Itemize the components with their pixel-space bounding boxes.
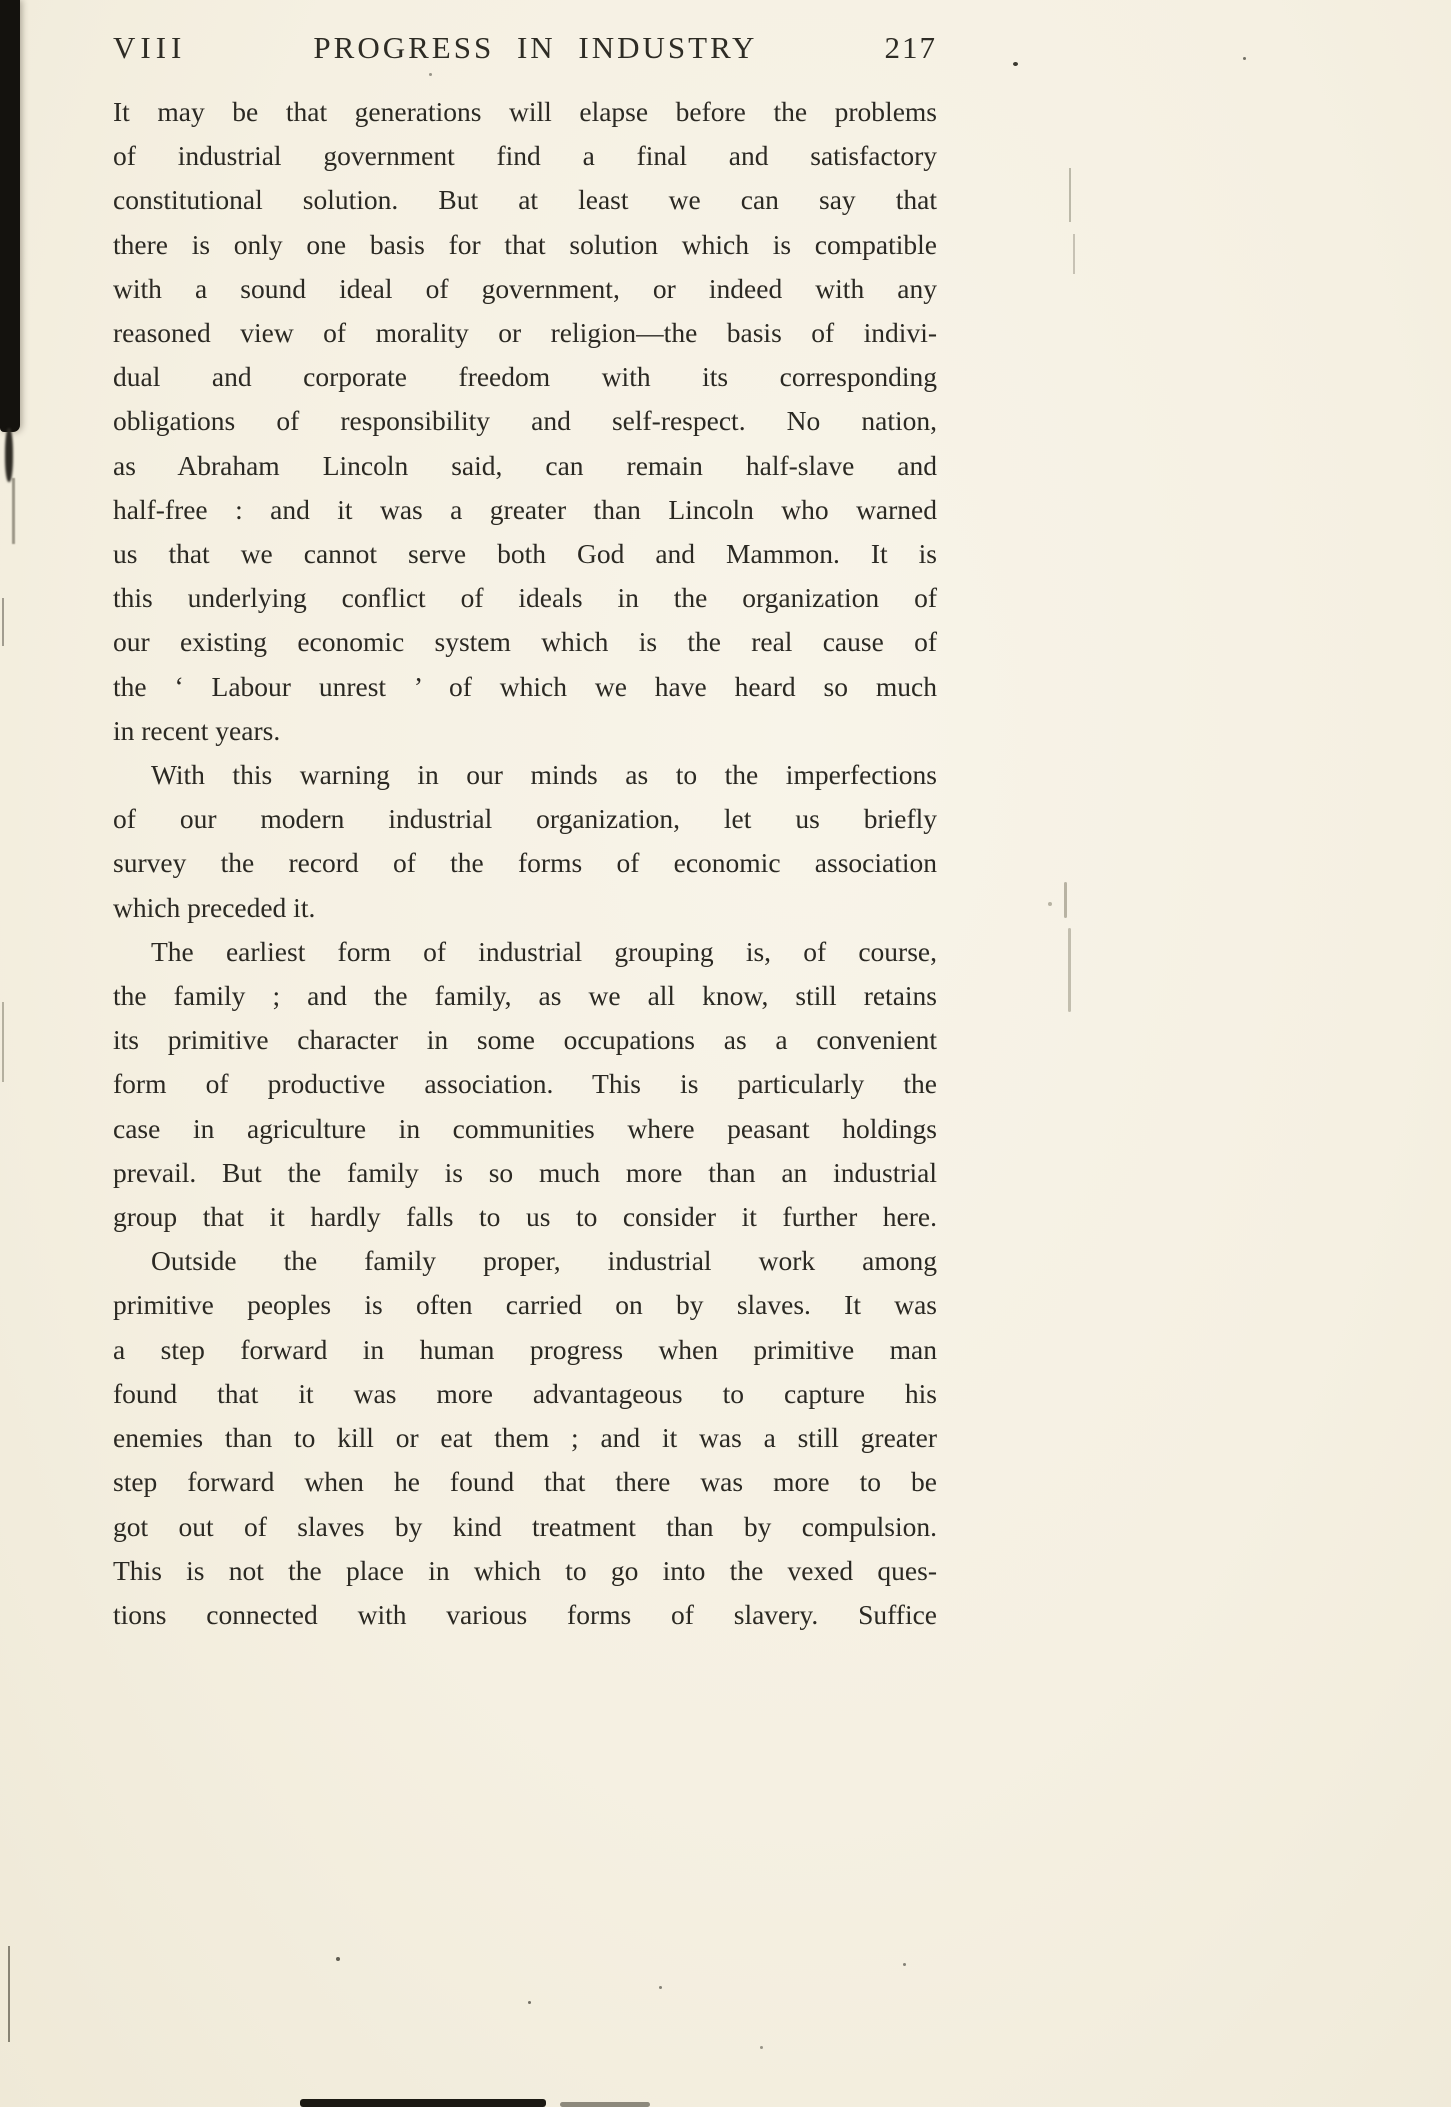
scan-speck: [528, 2001, 531, 2004]
binding-shadow-tail: [5, 428, 13, 482]
text-line: obligations of responsibility and self-respect. No nation,: [113, 405, 937, 437]
text-line: as Abraham Lincoln said, can remain half-slave and: [113, 449, 937, 481]
scan-mark: [560, 2102, 650, 2107]
binding-shadow: [0, 0, 20, 432]
scan-mark: [1068, 928, 1071, 1012]
text-line: of industrial government find a final and satisfactory: [113, 140, 937, 172]
text-line: enemies than to kill or eat them ; and it was a still greater: [113, 1422, 937, 1454]
page-number: 217: [884, 30, 937, 65]
scan-speck: [336, 1957, 340, 1961]
text-line: step forward when he found that there was more to be: [113, 1466, 937, 1498]
text-line: us that we cannot serve both God and Mammon. It is: [113, 538, 937, 570]
scan-mark: [2, 598, 4, 646]
text-line: with a sound ideal of government, or indeed with any: [113, 272, 937, 304]
scan-speck: [1013, 62, 1018, 66]
text-line: our existing economic system which is the real cause of: [113, 626, 937, 658]
text-line: which preceded it.: [113, 891, 316, 923]
text-line: found that it was more advantageous to capture his: [113, 1377, 937, 1409]
text-line: dual and corporate freedom with its corresponding: [113, 361, 937, 393]
paragraph: [113, 90, 937, 753]
text-column: [113, 30, 937, 1637]
text-line: a step forward in human progress when primitive man: [113, 1333, 937, 1365]
scan-mark: [1048, 902, 1052, 906]
text-line: got out of slaves by kind treatment than by compulsion.: [113, 1510, 937, 1542]
page-body: [113, 90, 937, 1637]
text-line: this underlying conflict of ideals in the organization of: [113, 582, 937, 614]
paragraph: [113, 753, 937, 930]
scan-speck: [760, 2046, 763, 2049]
text-line: The earliest form of industrial grouping is, of course,: [151, 935, 937, 967]
running-title: PROGRESS IN INDUSTRY: [313, 30, 758, 65]
text-line: survey the record of the forms of economic association: [113, 847, 937, 879]
text-line: constitutional solution. But at least we can say that: [113, 184, 937, 216]
text-line: With this warning in our minds as to the imperfections: [151, 759, 937, 791]
text-line: tions connected with various forms of slavery. Suffice: [113, 1598, 937, 1630]
paragraph: [113, 1239, 937, 1637]
scan-mark: [1064, 882, 1067, 918]
text-line: form of productive association. This is particularly the: [113, 1068, 937, 1100]
binding-shadow-tail: [12, 478, 15, 544]
text-line: primitive peoples is often carried on by slaves. It was: [113, 1289, 937, 1321]
text-line: prevail. But the family is so much more than an industrial: [113, 1156, 937, 1188]
text-line: case in agriculture in communities where peasant holdings: [113, 1112, 937, 1144]
scan-mark: [1073, 234, 1075, 274]
scan-mark: [1069, 168, 1071, 222]
text-line: This is not the place in which to go into the vexed ques-: [113, 1554, 937, 1586]
text-line: its primitive character in some occupations as a convenient: [113, 1024, 937, 1056]
text-line: half-free : and it was a greater than Lincoln who warned: [113, 493, 937, 525]
text-line: in recent years.: [113, 714, 281, 746]
text-line: the family ; and the family, as we all know, still retains: [113, 980, 937, 1012]
scan-speck: [659, 1986, 662, 1989]
text-line: It may be that generations will elapse before the problems: [113, 96, 937, 127]
text-line: Outside the family proper, industrial work among: [151, 1245, 937, 1277]
running-header: [113, 30, 937, 66]
text-line: the ‘ Labour unrest ’ of which we have heard so much: [113, 670, 937, 702]
text-line: group that it hardly falls to us to consider it further here.: [113, 1201, 937, 1233]
scan-speck: [903, 1963, 906, 1966]
text-line: there is only one basis for that solution which is compatible: [113, 228, 937, 260]
text-line: reasoned view of morality or religion—the basis of indivi-: [113, 317, 937, 349]
scan-speck: [1243, 57, 1246, 60]
text-line: of our modern industrial organization, let us briefly: [113, 803, 937, 835]
paragraph: [113, 930, 937, 1239]
scan-mark: [300, 2099, 546, 2107]
scan-mark: [8, 1946, 10, 2042]
chapter-number: VIII: [113, 30, 187, 65]
scan-mark: [2, 1002, 4, 1082]
